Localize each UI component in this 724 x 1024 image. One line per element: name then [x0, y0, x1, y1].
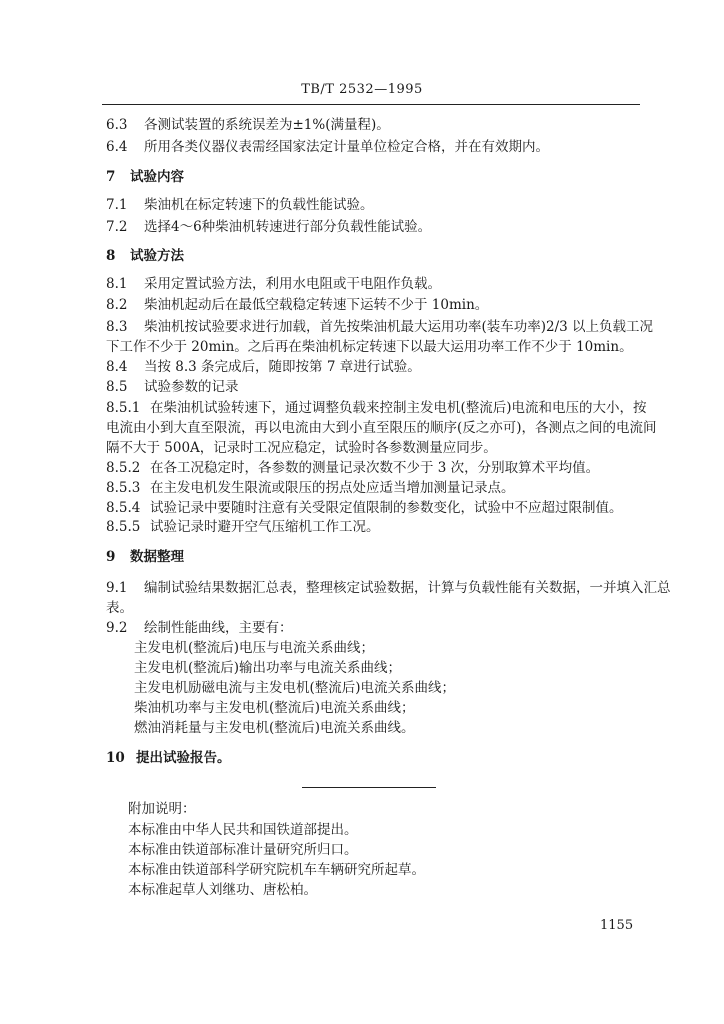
curve-item: 燃油消耗量与主发电机(整流后)电流关系曲线。	[134, 720, 415, 736]
clause-9-1: 9.1 编制试验结果数据汇总表，整理核定试验数据，计算与负载性能有关数据，一并填入汇总	[106, 580, 671, 596]
clause-8-5-1-cont1: 电流由小到大直至限流，再以电流由大到小直至限压的顺序(反之亦可)，各测点之间的电流间	[106, 420, 657, 436]
section-9-heading: 9 数据整理	[106, 549, 184, 565]
clause-9-2: 9.2 绘制性能曲线，主要有：	[106, 620, 293, 636]
note-line: 本标准由铁道部标准计量研究所归口。	[128, 842, 358, 858]
clause-8-1: 8.1 采用定置试验方法，利用水电阻或干电阻作负载。	[106, 276, 441, 292]
clause-9-1-cont: 表。	[106, 600, 133, 616]
note-line: 本标准起草人刘继功、唐松柏。	[128, 882, 317, 898]
clause-8-5-2: 8.5.2 在各工况稳定时，各参数的测量记录次数不少于 3 次，分别取算术平均值。	[106, 460, 600, 476]
clause-8-5: 8.5 试验参数的记录	[106, 379, 239, 395]
clause-6-3: 6.3 各测试装置的系统误差为±1%(满量程)。	[106, 117, 390, 133]
note-line: 本标准由中华人民共和国铁道部提出。	[128, 822, 358, 838]
curve-item: 柴油机功率与主发电机(整流后)电流关系曲线；	[134, 700, 415, 716]
clause-8-2: 8.2 柴油机起动后在最低空载稳定转速下运转不少于 10min。	[106, 297, 489, 313]
notes-title: 附加说明：	[128, 801, 196, 817]
clause-8-5-3: 8.5.3 在主发电机发生限流或限压的拐点处应适当增加测量记录点。	[106, 480, 515, 496]
standard-code-header: TB/T 2532—1995	[301, 82, 423, 97]
curve-item: 主发电机(整流后)电压与电流关系曲线；	[134, 640, 375, 656]
clause-8-3-cont: 下工作不少于 20min。之后再在柴油机标定转速下以最大运用功率工作不少于 10min。	[106, 339, 633, 355]
curve-item: 主发电机励磁电流与主发电机(整流后)电流关系曲线；	[134, 680, 456, 696]
clause-8-5-1: 8.5.1 在柴油机试验转速下，通过调整负载来控制主发电机(整流后)电流和电压的大小，按	[106, 400, 647, 416]
section-10-heading: 10 提出试验报告。	[106, 750, 231, 766]
section-8-heading: 8 试验方法	[106, 248, 184, 264]
clause-7-1: 7.1 柴油机在标定转速下的负载性能试验。	[106, 197, 374, 213]
clause-8-5-1-cont2: 隔不大于 500A，记录时工况应稳定，试验时各参数测量应同步。	[106, 440, 497, 456]
curve-item: 主发电机(整流后)输出功率与电流关系曲线；	[134, 660, 402, 676]
clause-7-2: 7.2 选择4～6种柴油机转速进行部分负载性能试验。	[106, 219, 432, 235]
clause-6-4: 6.4 所用各类仪器仪表需经国家法定计量单位检定合格，并在有效期内。	[106, 139, 549, 155]
separator-rule	[302, 787, 436, 788]
clause-8-4: 8.4 当按 8.3 条完成后，随即按第 7 章进行试验。	[106, 359, 421, 375]
clause-8-5-4: 8.5.4 试验记录中要随时注意有关受限定值限制的参数变化，试验中不应超过限制值。	[106, 500, 623, 516]
note-line: 本标准由铁道部科学研究院机车车辆研究所起草。	[128, 862, 425, 878]
clause-8-3: 8.3 柴油机按试验要求进行加载，首先按柴油机最大运用功率(装车功率)2/3 以上负载工况	[106, 319, 654, 335]
section-7-heading: 7 试验内容	[106, 169, 184, 185]
clause-8-5-5: 8.5.5 试验记录时避开空气压缩机工作工况。	[106, 519, 380, 535]
header-rule	[102, 104, 640, 105]
page-number: 1155	[600, 918, 634, 933]
